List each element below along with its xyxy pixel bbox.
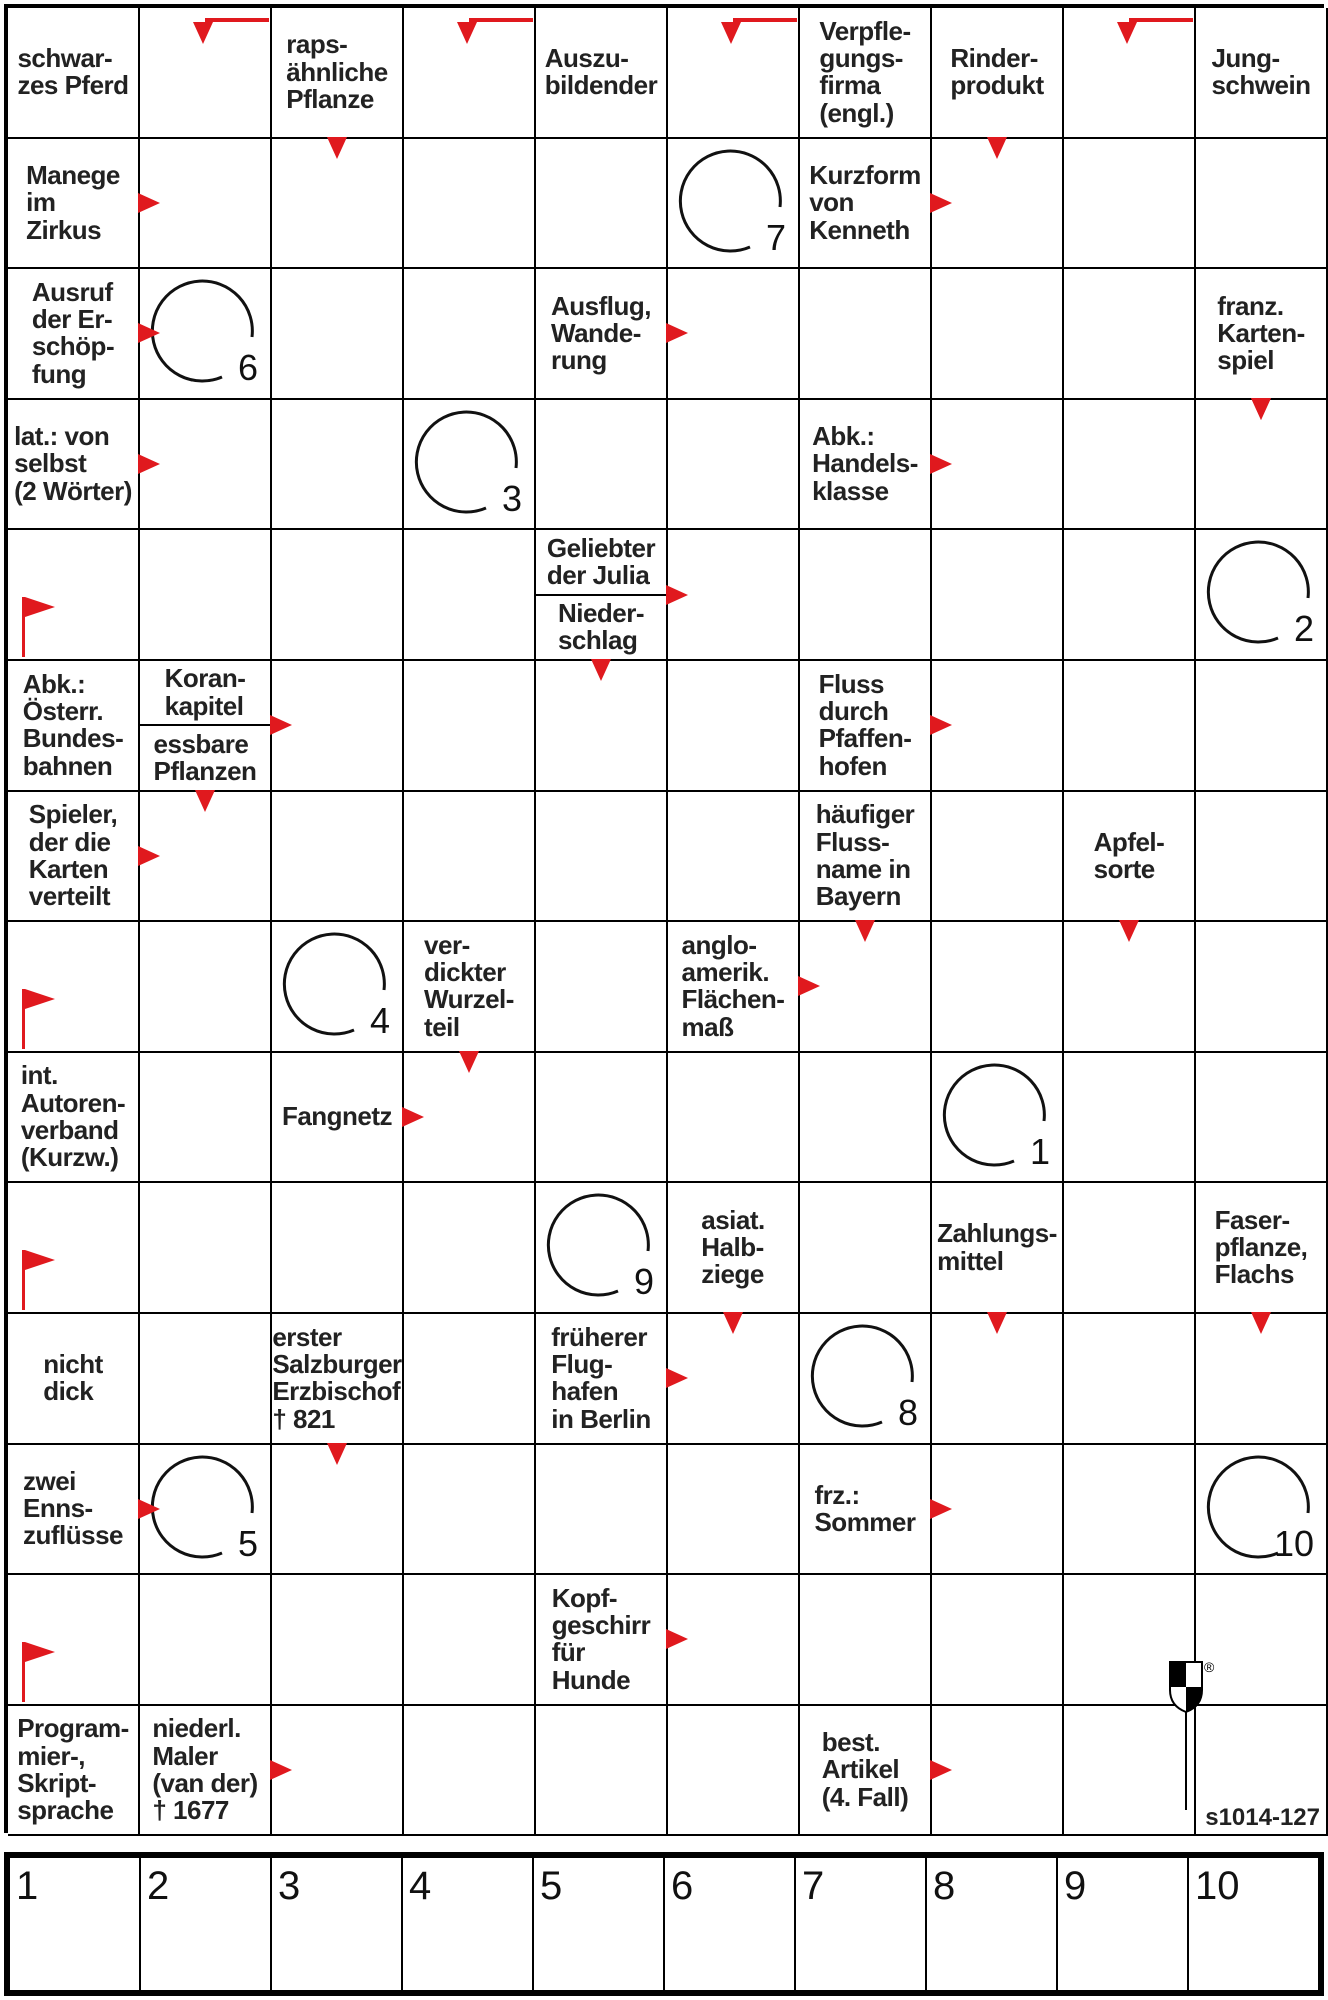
answer-cell[interactable] xyxy=(404,1575,536,1706)
answer-cell[interactable] xyxy=(800,1575,932,1706)
arrow-right-icon xyxy=(666,323,688,343)
solution-index: 5 xyxy=(540,1864,563,1908)
arrow-right-icon xyxy=(666,1629,688,1649)
clue-cell xyxy=(8,1053,140,1184)
answer-cell[interactable] xyxy=(536,792,668,923)
solution-circle xyxy=(416,408,524,519)
clue-cell xyxy=(800,1445,932,1576)
clue-text: zwei Enns- zuflüsse xyxy=(22,1465,124,1551)
clue-text: Jung- schwein xyxy=(1211,43,1311,101)
flag-arrow-icon xyxy=(22,989,25,1049)
arrow-right-icon xyxy=(402,1107,424,1127)
puzzle-code: s1014-127 xyxy=(1205,1804,1320,1832)
clue-cell xyxy=(404,922,536,1053)
clue-cell xyxy=(800,792,932,923)
flag-arrow-icon xyxy=(22,1250,25,1310)
clue-text: Manege im Zirkus xyxy=(26,159,120,245)
clue-text: lat.: von selbst (2 Wörter) xyxy=(14,421,132,506)
arrow-down-bent-icon xyxy=(205,18,269,22)
answer-cell[interactable] xyxy=(668,661,800,792)
solution-number: 3 xyxy=(501,477,522,519)
arrow-right-icon xyxy=(798,976,820,996)
answer-cell[interactable] xyxy=(404,1445,536,1576)
answer-cell[interactable] xyxy=(140,1575,272,1706)
clue-text: Fluss durch Pfaffen- hofen xyxy=(818,668,912,781)
solution-box[interactable] xyxy=(665,1858,796,1990)
solution-index: 2 xyxy=(147,1864,170,1908)
clue-cell xyxy=(800,139,932,270)
answer-cell[interactable] xyxy=(536,1445,668,1576)
clue-cell xyxy=(932,1183,1064,1314)
clue-cell xyxy=(536,530,668,661)
solution-number: 8 xyxy=(897,1391,918,1433)
solution-number: 7 xyxy=(765,216,786,258)
flag-arrow-icon xyxy=(22,1642,25,1702)
answer-cell[interactable] xyxy=(140,1314,272,1445)
solution-number: 6 xyxy=(237,347,258,389)
clue-cell xyxy=(668,922,800,1053)
answer-cell[interactable] xyxy=(1064,1314,1196,1445)
answer-cell[interactable] xyxy=(668,792,800,923)
clue-text: schwar- zes Pferd xyxy=(17,43,129,101)
arrow-down-icon xyxy=(1251,1312,1271,1334)
answer-cell[interactable] xyxy=(404,400,536,531)
answer-cell[interactable] xyxy=(1064,139,1196,270)
arrow-right-icon xyxy=(666,585,688,605)
answer-cell[interactable] xyxy=(932,530,1064,661)
clue-cell xyxy=(536,269,668,400)
arrow-down-icon xyxy=(327,137,347,159)
answer-cell[interactable] xyxy=(404,1314,536,1445)
solution-index: 3 xyxy=(278,1864,301,1908)
clue-cell xyxy=(8,1445,140,1576)
solution-box[interactable] xyxy=(796,1858,927,1990)
solution-circle xyxy=(944,1061,1052,1172)
answer-cell[interactable] xyxy=(668,1053,800,1184)
arrow-right-icon xyxy=(138,1499,160,1519)
answer-cell[interactable] xyxy=(800,1314,932,1445)
clue-text: niederl. Maler (van der) † 1677 xyxy=(152,1713,258,1826)
solution-number: 1 xyxy=(1029,1130,1050,1172)
arrow-down-bent-icon xyxy=(469,18,533,22)
arrow-down-icon xyxy=(987,1312,1007,1334)
clue-cell xyxy=(668,1183,800,1314)
answer-cell[interactable] xyxy=(932,922,1064,1053)
clue-cell xyxy=(536,1314,668,1445)
answer-cell[interactable] xyxy=(404,792,536,923)
answer-cell[interactable] xyxy=(668,1445,800,1576)
arrow-down-icon xyxy=(327,1443,347,1465)
answer-cell[interactable] xyxy=(272,922,404,1053)
clue-cell xyxy=(140,661,272,792)
clue-cell xyxy=(800,661,932,792)
solution-number: 2 xyxy=(1293,608,1314,650)
answer-cell[interactable] xyxy=(1196,792,1328,923)
answer-cell[interactable] xyxy=(800,1183,932,1314)
answer-cell[interactable] xyxy=(1064,1053,1196,1184)
clue-cell xyxy=(8,8,140,139)
answer-cell[interactable] xyxy=(536,400,668,531)
answer-cell[interactable] xyxy=(272,400,404,531)
solution-circle xyxy=(548,1191,656,1303)
answer-cell[interactable] xyxy=(536,922,668,1053)
clue-text: Ausruf der Er- schöp- fung xyxy=(31,276,115,389)
answer-cell[interactable] xyxy=(404,1706,536,1837)
registered-mark: ® xyxy=(1204,1659,1215,1675)
clue-cell xyxy=(8,661,140,792)
clue-text: Program- mier-, Skript- sprache xyxy=(17,1713,129,1826)
answer-cell[interactable] xyxy=(1196,139,1328,270)
answer-cell[interactable] xyxy=(272,1183,404,1314)
clue-text: nicht dick xyxy=(43,1348,103,1407)
clue-cell xyxy=(1196,8,1328,139)
arrow-right-icon xyxy=(930,1499,952,1519)
clue-cell xyxy=(8,139,140,270)
answer-cell[interactable] xyxy=(404,530,536,661)
answer-cell[interactable] xyxy=(1064,661,1196,792)
answer-cell[interactable] xyxy=(8,1575,140,1706)
clue-cell xyxy=(800,400,932,531)
answer-cell[interactable] xyxy=(404,269,536,400)
solution-number: 9 xyxy=(633,1261,654,1303)
answer-cell[interactable] xyxy=(1196,1706,1328,1837)
clue-text: Fangnetz xyxy=(281,1101,393,1132)
solution-box[interactable] xyxy=(141,1858,272,1990)
answer-cell[interactable] xyxy=(1196,922,1328,1053)
answer-cell[interactable] xyxy=(8,922,140,1053)
clue-cell xyxy=(272,8,404,139)
answer-cell[interactable] xyxy=(800,530,932,661)
answer-cell[interactable] xyxy=(1196,1445,1328,1576)
clue-cell xyxy=(8,1706,140,1837)
answer-cell[interactable] xyxy=(1064,400,1196,531)
answer-cell[interactable] xyxy=(404,661,536,792)
clue-text: frz.: Sommer xyxy=(814,1479,916,1537)
clue-cell xyxy=(536,8,668,139)
clue-text: häufiger Fluss- name in Bayern xyxy=(815,799,915,912)
solution-circle xyxy=(1208,538,1316,650)
arrow-down-icon xyxy=(591,659,611,681)
answer-cell[interactable] xyxy=(932,269,1064,400)
answer-cell[interactable] xyxy=(1196,530,1328,661)
answer-cell[interactable] xyxy=(8,1183,140,1314)
answer-cell[interactable] xyxy=(536,1706,668,1837)
answer-cell[interactable] xyxy=(536,1053,668,1184)
answer-cell[interactable] xyxy=(668,139,800,270)
clue-cell xyxy=(536,1575,668,1706)
clue-text: Verpfle- gungs- firma (engl.) xyxy=(819,15,911,128)
solution-box[interactable] xyxy=(1189,1858,1318,1990)
answer-cell[interactable] xyxy=(1064,269,1196,400)
clue-text: essbare Pflanzen xyxy=(153,728,257,786)
arrow-down-icon xyxy=(987,137,1007,159)
clue-cell xyxy=(8,400,140,531)
solution-index: 4 xyxy=(409,1864,432,1908)
arrow-down-bent-icon xyxy=(733,18,797,22)
arrow-right-icon xyxy=(270,715,292,735)
solution-index: 10 xyxy=(1195,1864,1240,1908)
solution-box[interactable] xyxy=(534,1858,665,1990)
solution-number: 10 xyxy=(1273,1522,1314,1564)
clue-text: Nieder- schlag xyxy=(557,598,645,656)
clue-text: erster Salzburger Erzbischof † 821 xyxy=(272,1321,402,1434)
clue-cell xyxy=(272,1053,404,1184)
answer-cell[interactable] xyxy=(1196,1053,1328,1184)
answer-cell[interactable] xyxy=(668,8,800,139)
publisher-logo xyxy=(1168,1659,1215,1810)
clue-text: int. Autoren- verband (Kurzw.) xyxy=(20,1060,126,1173)
answer-cell[interactable] xyxy=(404,139,536,270)
solution-box[interactable] xyxy=(10,1858,141,1990)
answer-cell[interactable] xyxy=(140,1183,272,1314)
arrow-down-icon xyxy=(1119,920,1139,942)
clue-text: Kopf- geschirr für Hunde xyxy=(551,1582,651,1695)
solution-box[interactable] xyxy=(403,1858,534,1990)
answer-cell[interactable] xyxy=(1064,530,1196,661)
clue-text: Zahlungs- mittel xyxy=(937,1218,1057,1276)
solution-circle xyxy=(152,277,260,389)
answer-cell[interactable] xyxy=(404,1183,536,1314)
clue-cell xyxy=(8,269,140,400)
arrow-down-icon xyxy=(723,1312,743,1334)
answer-cell[interactable] xyxy=(272,269,404,400)
answer-cell[interactable] xyxy=(536,1183,668,1314)
arrow-down-icon xyxy=(459,1051,479,1073)
clue-cell xyxy=(800,8,932,139)
answer-cell[interactable] xyxy=(668,1706,800,1837)
solution-circle xyxy=(152,1453,260,1564)
clue-text: franz. Karten- spiel xyxy=(1217,290,1305,376)
solution-circle xyxy=(1208,1453,1316,1564)
clue-cell xyxy=(8,792,140,923)
answer-cell[interactable] xyxy=(932,1053,1064,1184)
solution-box[interactable] xyxy=(927,1858,1058,1990)
arrow-right-icon xyxy=(270,1760,292,1780)
answer-cell[interactable] xyxy=(404,8,536,139)
clue-text: Apfel- sorte xyxy=(1093,826,1165,884)
solution-index: 1 xyxy=(16,1864,39,1908)
clue-cell xyxy=(800,1706,932,1837)
answer-cell[interactable] xyxy=(668,400,800,531)
arrow-right-icon xyxy=(930,715,952,735)
crossword-grid xyxy=(4,4,1324,1833)
answer-cell[interactable] xyxy=(536,139,668,270)
answer-cell[interactable] xyxy=(140,530,272,661)
clue-text: asiat. Halb- ziege xyxy=(701,1204,765,1290)
clue-text: Geliebter der Julia xyxy=(546,532,656,591)
arrow-down-icon xyxy=(1251,398,1271,420)
clue-cell xyxy=(140,1706,272,1837)
clue-text: best. Artikel (4. Fall) xyxy=(821,1727,909,1812)
answer-cell[interactable] xyxy=(932,792,1064,923)
arrow-right-icon xyxy=(666,1368,688,1388)
clue-cell xyxy=(1196,1183,1328,1314)
arrow-right-icon xyxy=(138,193,160,213)
answer-cell[interactable] xyxy=(1064,1445,1196,1576)
solution-index: 8 xyxy=(933,1864,956,1908)
answer-cell[interactable] xyxy=(1064,8,1196,139)
flag-arrow-icon xyxy=(22,597,25,657)
clue-cell xyxy=(1064,792,1196,923)
arrow-down-icon xyxy=(855,920,875,942)
answer-cell[interactable] xyxy=(272,1575,404,1706)
clue-text: Abk.: Handels- klasse xyxy=(812,421,918,506)
clue-text: früherer Flug- hafen in Berlin xyxy=(551,1321,651,1434)
answer-cell[interactable] xyxy=(8,530,140,661)
arrow-down-icon xyxy=(195,790,215,812)
answer-cell[interactable] xyxy=(140,8,272,139)
answer-cell[interactable] xyxy=(800,1053,932,1184)
clue-text: anglo- amerik. Flächen- maß xyxy=(681,929,785,1042)
solution-number: 5 xyxy=(237,1522,258,1564)
solution-index: 9 xyxy=(1064,1864,1087,1908)
arrow-down-bent-icon xyxy=(1129,18,1193,22)
solution-circle xyxy=(284,930,392,1042)
solution-number: 4 xyxy=(369,1000,390,1042)
clue-text: Koran- kapitel xyxy=(164,663,246,721)
arrow-right-icon xyxy=(930,1760,952,1780)
solution-circle xyxy=(812,1322,920,1433)
arrow-right-icon xyxy=(138,846,160,866)
arrow-right-icon xyxy=(930,193,952,213)
clue-text: raps- ähnliche Pflanze xyxy=(286,29,388,114)
clue-text: Ausflug, Wande- rung xyxy=(551,290,651,376)
solution-index: 7 xyxy=(802,1864,825,1908)
answer-cell[interactable] xyxy=(140,1053,272,1184)
clue-cell xyxy=(272,1314,404,1445)
answer-cell[interactable] xyxy=(1196,1575,1328,1706)
solution-index: 6 xyxy=(671,1864,694,1908)
arrow-right-icon xyxy=(138,454,160,474)
solution-circle xyxy=(680,147,788,258)
arrow-right-icon xyxy=(930,454,952,474)
clue-cell xyxy=(1196,269,1328,400)
answer-cell[interactable] xyxy=(800,269,932,400)
clue-text: Auszu- bildender xyxy=(544,43,658,101)
clue-cell xyxy=(8,1314,140,1445)
answer-cell[interactable] xyxy=(1196,661,1328,792)
clue-cell xyxy=(932,8,1064,139)
solution-box[interactable] xyxy=(1058,1858,1189,1990)
clue-text: Spieler, der die Karten verteilt xyxy=(28,799,118,912)
arrow-right-icon xyxy=(138,323,160,343)
solution-box[interactable] xyxy=(272,1858,403,1990)
clue-text: Kurzform von Kenneth xyxy=(809,159,921,245)
clue-text: Abk.: Österr. Bundes- bahnen xyxy=(22,668,124,781)
answer-cell[interactable] xyxy=(932,1575,1064,1706)
clue-text: ver- dickter Wurzel- teil xyxy=(424,929,514,1042)
solution-row xyxy=(4,1852,1324,1996)
answer-cell[interactable] xyxy=(140,922,272,1053)
clue-text: Faser- pflanze, Flachs xyxy=(1214,1204,1308,1290)
answer-cell[interactable] xyxy=(272,792,404,923)
answer-cell[interactable] xyxy=(272,530,404,661)
answer-cell[interactable] xyxy=(1064,1183,1196,1314)
clue-text: Rinder- produkt xyxy=(950,43,1044,101)
